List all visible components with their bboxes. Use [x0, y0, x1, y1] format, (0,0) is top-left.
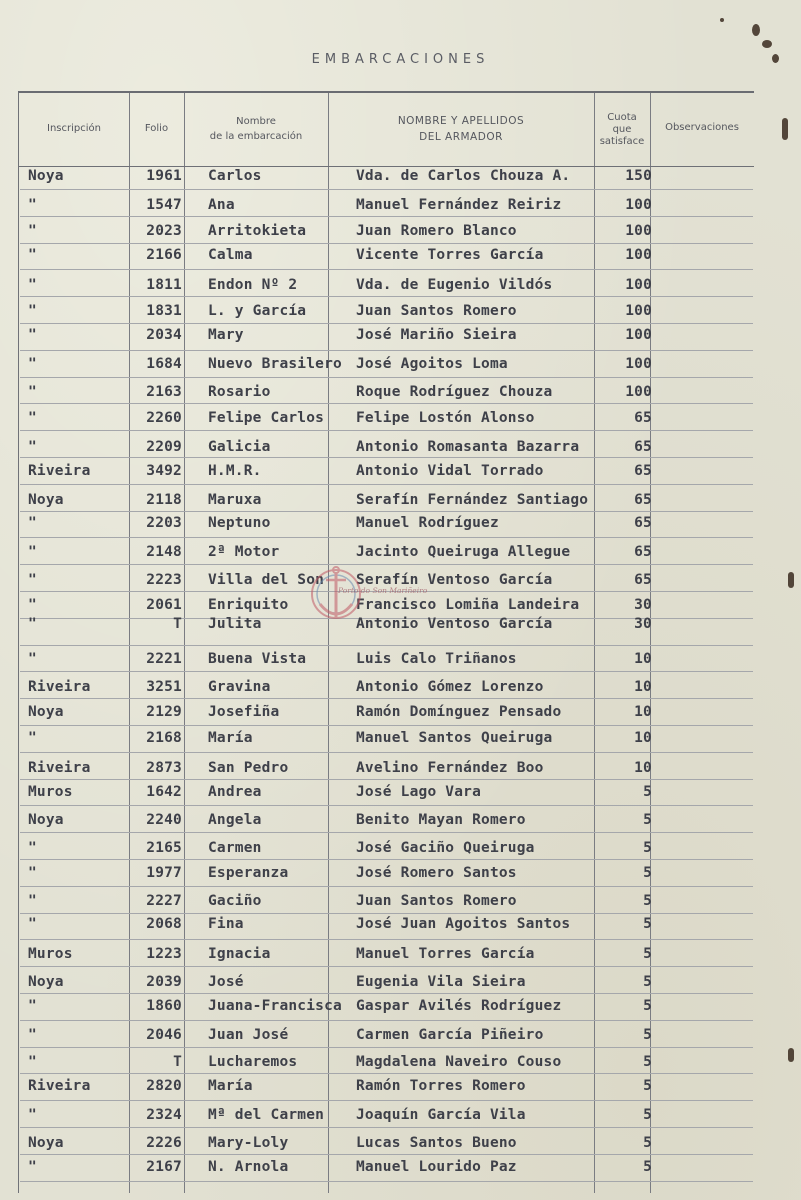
paper-stain: [788, 572, 794, 588]
vessel-name-cell: 2ª Motor: [208, 544, 280, 561]
folio-cell: 1977: [146, 864, 182, 881]
vessel-name-cell: Carmen: [208, 840, 262, 856]
owner-name-cell: Carmen García Piñeiro: [356, 1026, 544, 1043]
inscripcion-cell: Riveira: [28, 759, 91, 776]
vessel-name-cell: H.M.R.: [208, 462, 262, 479]
inscripcion-cell: Noya: [28, 168, 64, 184]
folio-cell: 1547: [146, 196, 182, 213]
owner-name-cell: Vda. de Carlos Chouza A.: [356, 168, 571, 184]
folio-cell: 2203: [146, 515, 182, 532]
fee-cell: 5: [643, 864, 652, 881]
table-row: [0, 492, 801, 518]
inscripcion-cell: ": [28, 572, 37, 588]
owner-name-cell: Manuel Torres García: [356, 946, 535, 963]
table-row: [0, 616, 801, 642]
owner-name-cell: Magdalena Naveiro Couso: [356, 1054, 562, 1071]
folio-cell: 2023: [146, 222, 182, 239]
inscripcion-cell: ": [28, 651, 37, 668]
table-row: [0, 277, 801, 303]
owner-name-cell: Lucas Santos Bueno: [356, 1134, 517, 1151]
inscripcion-cell: ": [28, 222, 37, 239]
folio-cell: 2068: [146, 916, 182, 933]
vessel-name-cell: Felipe Carlos: [208, 410, 325, 427]
page-title: EMBARCACIONES: [311, 52, 490, 67]
row-rule: [20, 645, 753, 646]
folio-cell: 2046: [146, 1026, 182, 1043]
vessel-name-cell: Ana: [208, 196, 235, 213]
header-nombre-line1: Nombre: [236, 116, 276, 127]
vessel-name-cell: Carlos: [208, 168, 262, 184]
folio-cell: 2034: [146, 326, 182, 343]
table-row: [0, 168, 801, 194]
table-row: [0, 544, 801, 570]
vessel-name-cell: Mª del Carmen: [208, 1107, 325, 1123]
table-row: [0, 1159, 801, 1185]
inscripcion-cell: Noya: [28, 491, 64, 508]
table-row: [0, 946, 801, 972]
fee-cell: 5: [643, 974, 652, 990]
folio-cell: 2061: [146, 596, 182, 613]
inscripcion-cell: ": [28, 615, 37, 632]
inscripcion-cell: ": [28, 326, 37, 343]
folio-cell: 2227: [146, 892, 182, 909]
inscripcion-cell: Noya: [28, 704, 64, 720]
vessel-name-cell: Juan José: [208, 1026, 289, 1043]
table-row: [0, 840, 801, 866]
fee-cell: 30: [634, 596, 652, 613]
header-inscripcion: Inscripción: [47, 123, 101, 135]
vessel-name-cell: Fina: [208, 916, 244, 933]
table-header: [19, 93, 754, 167]
header-cuota-line1: Cuota: [607, 111, 637, 123]
owner-name-cell: Benito Mayan Romero: [356, 812, 526, 829]
owner-name-cell: Gaspar Avilés Rodríguez: [356, 997, 562, 1014]
table-row: [0, 893, 801, 919]
vessel-name-cell: María: [208, 729, 253, 746]
table-row: [0, 327, 801, 353]
folio-cell: T: [173, 615, 182, 632]
owner-name-cell: José Mariño Sieira: [356, 326, 517, 343]
owner-name-cell: Ramón Domínguez Pensado: [356, 704, 562, 720]
folio-cell: 2168: [146, 729, 182, 746]
header-nombre-line2: de la embarcación: [209, 130, 303, 142]
folio-cell: 2223: [146, 572, 182, 588]
paper-stain: [720, 18, 724, 22]
owner-name-cell: Manuel Rodríguez: [356, 515, 499, 532]
owner-name-cell: Luis Calo Triñanos: [356, 651, 517, 668]
folio-cell: 2324: [146, 1107, 182, 1123]
owner-name-cell: Avelino Fernández Boo: [356, 759, 544, 776]
folio-cell: 2039: [146, 974, 182, 990]
inscripcion-cell: Noya: [28, 974, 64, 990]
inscripcion-cell: ": [28, 916, 37, 933]
inscripcion-cell: ": [28, 384, 37, 401]
owner-name-cell: Juan Romero Blanco: [356, 222, 517, 239]
inscripcion-cell: ": [28, 1158, 37, 1175]
header-armador-line2: DEL ARMADOR: [419, 130, 503, 143]
vessel-name-cell: Nuevo Brasilero: [208, 355, 342, 372]
inscripcion-cell: ": [28, 196, 37, 213]
fee-cell: 5: [643, 892, 652, 909]
table-row: [0, 247, 801, 273]
fee-cell: 5: [643, 916, 652, 933]
fee-cell: 65: [634, 544, 652, 561]
inscripcion-cell: ": [28, 410, 37, 427]
fee-cell: 5: [643, 784, 652, 801]
paper-stain: [788, 1048, 794, 1062]
inscripcion-cell: ": [28, 247, 37, 264]
vessel-name-cell: Andrea: [208, 784, 262, 801]
vessel-name-cell: Enriquito: [208, 596, 289, 613]
vessel-name-cell: Calma: [208, 247, 253, 264]
folio-cell: T: [173, 1054, 182, 1071]
folio-cell: 2873: [146, 759, 182, 776]
fee-cell: 10: [634, 704, 652, 720]
folio-cell: 1684: [146, 355, 182, 372]
folio-cell: 2240: [146, 812, 182, 829]
fee-cell: 5: [643, 840, 652, 856]
folio-cell: 1811: [146, 277, 182, 294]
vessel-name-cell: Villa del Son: [208, 572, 325, 588]
vessel-name-cell: Buena Vista: [208, 651, 307, 668]
paper-stain: [752, 24, 760, 36]
owner-name-cell: Manuel Lourido Paz: [356, 1158, 517, 1175]
header-folio: Folio: [144, 123, 169, 135]
inscripcion-cell: ": [28, 277, 37, 294]
table-row: [0, 223, 801, 249]
fee-cell: 30: [634, 615, 652, 632]
vessel-name-cell: Galicia: [208, 439, 271, 455]
table-row: [0, 356, 801, 382]
folio-cell: 3492: [146, 462, 182, 479]
owner-name-cell: José Juan Agoitos Santos: [356, 916, 571, 933]
table-row: [0, 784, 801, 810]
inscripcion-cell: ": [28, 864, 37, 881]
vessel-name-cell: N. Arnola: [208, 1158, 289, 1175]
stamp-label: Porto do Son Mariñeiro: [338, 586, 428, 595]
inscripcion-cell: ": [28, 355, 37, 372]
owner-name-cell: Antonio Vidal Torrado: [356, 462, 544, 479]
vessel-name-cell: San Pedro: [208, 759, 289, 776]
fee-cell: 10: [634, 759, 652, 776]
inscripcion-cell: ": [28, 729, 37, 746]
fee-cell: 65: [634, 439, 652, 455]
owner-name-cell: Eugenia Vila Sieira: [356, 974, 526, 990]
table-row: [0, 730, 801, 756]
anchor-stamp: [306, 558, 366, 638]
table-row: [0, 463, 801, 489]
paper-stain: [772, 54, 779, 63]
vessel-name-cell: Mary-Loly: [208, 1134, 289, 1151]
folio-cell: 1831: [146, 303, 182, 319]
inscripcion-cell: ": [28, 840, 37, 856]
folio-cell: 2148: [146, 544, 182, 561]
table-row: [0, 197, 801, 223]
inscripcion-cell: Muros: [28, 784, 73, 801]
vessel-name-cell: Gaciño: [208, 892, 262, 909]
inscripcion-cell: Riveira: [28, 462, 91, 479]
header-nombre-embarcacion: [184, 93, 328, 166]
folio-cell: 2226: [146, 1134, 182, 1151]
fee-cell: 100: [625, 277, 652, 294]
table-row: [0, 515, 801, 541]
header-cuota-line2: que: [612, 123, 632, 135]
inscripcion-cell: Muros: [28, 946, 73, 963]
owner-name-cell: Serafín Ventoso García: [356, 572, 553, 588]
header-cuota: [594, 93, 650, 166]
header-armador: [328, 93, 594, 166]
vessel-name-cell: Josefiña: [208, 704, 280, 720]
header-observaciones: Observaciones: [665, 122, 739, 133]
vessel-name-cell: Maruxa: [208, 491, 262, 508]
owner-name-cell: Antonio Ventoso García: [356, 615, 553, 632]
inscripcion-cell: Noya: [28, 812, 64, 829]
owner-name-cell: José Romero Santos: [356, 864, 517, 881]
vessel-name-cell: Rosario: [208, 384, 271, 401]
folio-cell: 1642: [146, 784, 182, 801]
owner-name-cell: Antonio Romasanta Bazarra: [356, 439, 580, 455]
fee-cell: 100: [625, 384, 652, 401]
inscripcion-cell: ": [28, 439, 37, 455]
vessel-name-cell: Gravina: [208, 679, 271, 696]
table-row: [0, 439, 801, 465]
owner-name-cell: Joaquín García Vila: [356, 1107, 526, 1123]
fee-cell: 10: [634, 729, 652, 746]
vessel-name-cell: Neptuno: [208, 515, 271, 532]
fee-cell: 100: [625, 222, 652, 239]
fee-cell: 100: [625, 303, 652, 319]
owner-name-cell: Manuel Santos Queiruga: [356, 729, 553, 746]
fee-cell: 10: [634, 651, 652, 668]
inscripcion-cell: ": [28, 1107, 37, 1123]
vessel-name-cell: Mary: [208, 326, 244, 343]
inscripcion-cell: ": [28, 515, 37, 532]
table-row: [0, 679, 801, 705]
folio-cell: 2166: [146, 247, 182, 264]
inscripcion-cell: ": [28, 303, 37, 319]
folio-cell: 2820: [146, 1078, 182, 1095]
fee-cell: 5: [643, 1078, 652, 1095]
table-row: [0, 974, 801, 1000]
inscripcion-cell: ": [28, 1026, 37, 1043]
folio-cell: 1223: [146, 946, 182, 963]
vessel-name-cell: Julita: [208, 615, 262, 632]
inscripcion-cell: ": [28, 1054, 37, 1071]
paper-stain: [782, 118, 788, 140]
table-row: [0, 303, 801, 329]
owner-name-cell: Manuel Fernández Reiriz: [356, 196, 562, 213]
vessel-name-cell: Ignacia: [208, 946, 271, 963]
owner-name-cell: Felipe Lostón Alonso: [356, 410, 535, 427]
table-row: [0, 865, 801, 891]
fee-cell: 150: [625, 168, 652, 184]
inscripcion-cell: Noya: [28, 1134, 64, 1151]
owner-name-cell: José Agoitos Loma: [356, 355, 508, 372]
table-row: [0, 760, 801, 786]
fee-cell: 100: [625, 196, 652, 213]
table-row: [0, 812, 801, 838]
vessel-name-cell: Lucharemos: [208, 1054, 298, 1071]
fee-cell: 65: [634, 515, 652, 532]
fee-cell: 5: [643, 812, 652, 829]
fee-cell: 5: [643, 946, 652, 963]
table-row: [0, 1135, 801, 1161]
fee-cell: 100: [625, 355, 652, 372]
folio-cell: 2221: [146, 651, 182, 668]
table-row: [0, 1027, 801, 1053]
fee-cell: 100: [625, 326, 652, 343]
owner-name-cell: Vicente Torres García: [356, 247, 544, 264]
inscripcion-cell: ": [28, 892, 37, 909]
table-row: [0, 384, 801, 410]
fee-cell: 65: [634, 462, 652, 479]
fee-cell: 65: [634, 572, 652, 588]
fee-cell: 5: [643, 1054, 652, 1071]
folio-cell: 2165: [146, 840, 182, 856]
folio-cell: 2260: [146, 410, 182, 427]
fee-cell: 100: [625, 247, 652, 264]
inscripcion-cell: ": [28, 596, 37, 613]
fee-cell: 5: [643, 1107, 652, 1123]
inscripcion-cell: Riveira: [28, 1078, 91, 1095]
table-row: [0, 1054, 801, 1080]
inscripcion-cell: Riveira: [28, 679, 91, 696]
header-cuota-line3: satisface: [599, 135, 645, 147]
owner-name-cell: José Gaciño Queiruga: [356, 840, 535, 856]
owner-name-cell: José Lago Vara: [356, 784, 482, 801]
vessel-name-cell: L. y García: [208, 303, 307, 319]
table-row: [0, 1078, 801, 1104]
fee-cell: 65: [634, 410, 652, 427]
vessel-name-cell: José: [208, 974, 244, 990]
table-row: [0, 651, 801, 677]
fee-cell: 5: [643, 1158, 652, 1175]
fee-cell: 10: [634, 679, 652, 696]
owner-name-cell: Roque Rodríguez Chouza: [356, 384, 553, 401]
table-row: [0, 704, 801, 730]
fee-cell: 5: [643, 1026, 652, 1043]
folio-cell: 2129: [146, 704, 182, 720]
folio-cell: 2209: [146, 439, 182, 455]
folio-cell: 2167: [146, 1158, 182, 1175]
vessel-name-cell: Juana-Francisca: [208, 997, 342, 1014]
owner-name-cell: Serafín Fernández Santiago: [356, 491, 589, 508]
table-row: [0, 410, 801, 436]
owner-name-cell: Juan Santos Romero: [356, 892, 517, 909]
table-row: [0, 998, 801, 1024]
table-row: [0, 1107, 801, 1133]
folio-cell: 1961: [146, 168, 182, 184]
inscripcion-cell: ": [28, 544, 37, 561]
vessel-name-cell: Arritokieta: [208, 222, 307, 239]
folio-cell: 3251: [146, 679, 182, 696]
owner-name-cell: Vda. de Eugenio Vildós: [356, 277, 553, 294]
table-row: [0, 916, 801, 942]
owner-name-cell: Francisco Lomiña Landeira: [356, 596, 580, 613]
fee-cell: 65: [634, 491, 652, 508]
owner-name-cell: Ramón Torres Romero: [356, 1078, 526, 1095]
owner-name-cell: Jacinto Queiruga Allegue: [356, 544, 571, 561]
fee-cell: 5: [643, 1134, 652, 1151]
paper-stain: [762, 40, 772, 48]
inscripcion-cell: ": [28, 997, 37, 1014]
folio-cell: 2118: [146, 491, 182, 508]
vessel-name-cell: Endon Nº 2: [208, 277, 298, 294]
folio-cell: 1860: [146, 997, 182, 1014]
vessel-name-cell: María: [208, 1078, 253, 1095]
folio-cell: 2163: [146, 384, 182, 401]
vessel-name-cell: Esperanza: [208, 864, 289, 881]
owner-name-cell: Antonio Gómez Lorenzo: [356, 679, 544, 696]
owner-name-cell: Juan Santos Romero: [356, 303, 517, 319]
fee-cell: 5: [643, 997, 652, 1014]
vessel-name-cell: Angela: [208, 812, 262, 829]
header-armador-line1: NOMBRE Y APELLIDOS: [397, 115, 525, 128]
